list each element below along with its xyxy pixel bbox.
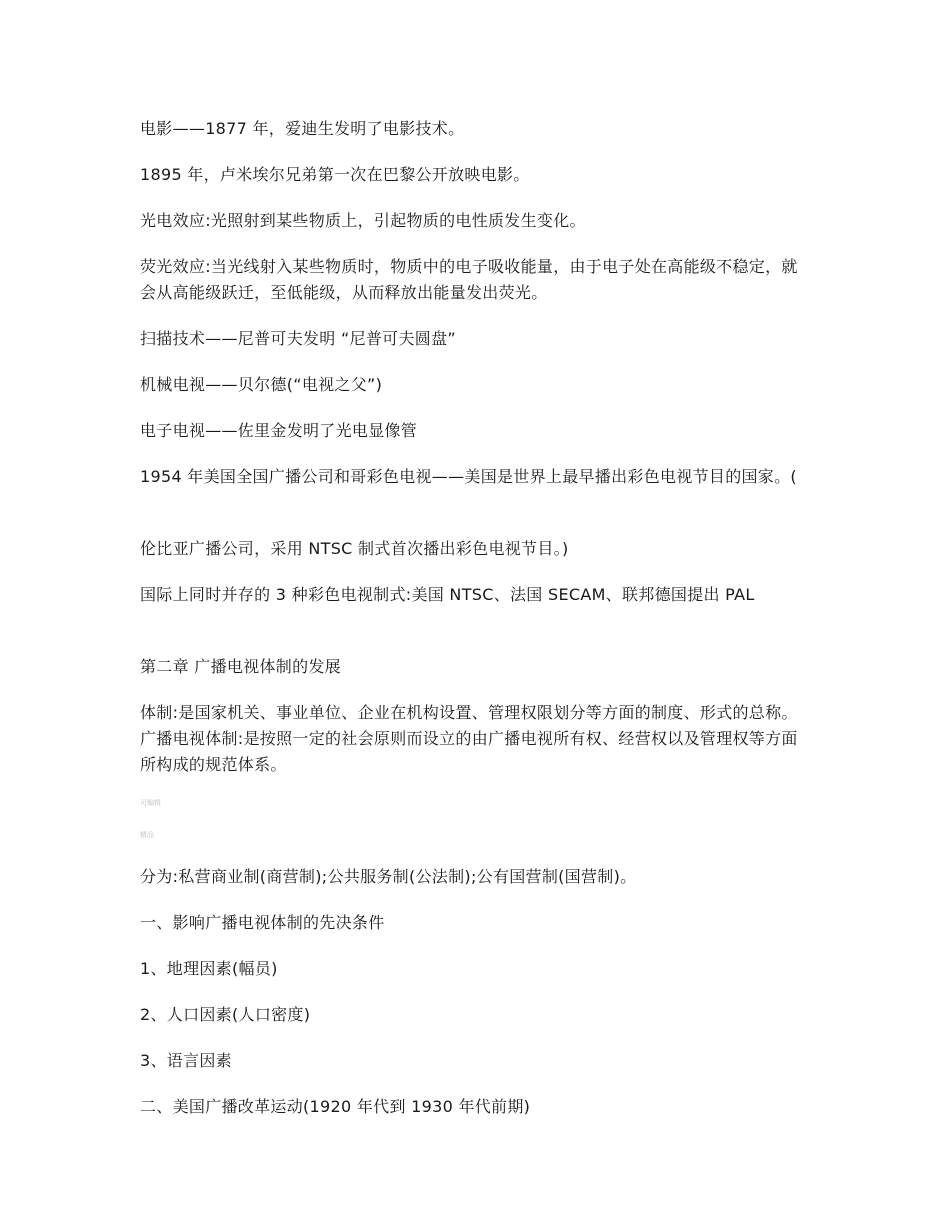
paragraph-fluorescence: 荧光效应:当光线射入某些物质时，物质中的电子吸收能量，由于电子处在高能级不稳定，就会从高能级跃迁，至低能级，从而释放出能量发出荧光。 bbox=[140, 257, 798, 302]
paragraph-color-tv-1954: 1954 年美国全国广播公司和哥彩色电视——美国是世界上最早播出彩色电视节目的国家。( bbox=[140, 467, 797, 486]
paragraph-scanning: 扫描技术——尼普可夫发明 “尼普可夫圆盘” bbox=[140, 329, 456, 348]
paragraph-cbs-ntsc: 伦比亚广播公司，采用 NTSC 制式首次播出彩色电视节目。) bbox=[140, 539, 569, 558]
list-item-geography: 1、地理因素(幅员) bbox=[140, 959, 278, 978]
chapter-heading: 第二章 广播电视体制的发展 bbox=[140, 657, 341, 676]
paragraph-film: 电影——1877 年，爱迪生发明了电影技术。 bbox=[140, 119, 465, 138]
paragraph-lumiere: 1895 年，卢米埃尔兄弟第一次在巴黎公开放映电影。 bbox=[140, 165, 530, 184]
watermark-quality: 精品 bbox=[140, 831, 154, 839]
paragraph-color-systems: 国际上同时并存的 3 种彩色电视制式:美国 NTSC、法国 SECAM、联邦德国提出 PAL bbox=[140, 585, 755, 604]
section-heading-us-reform: 二、美国广播改革运动(1920 年代到 1930 年代前期) bbox=[140, 1097, 531, 1116]
paragraph-mechanical-tv: 机械电视——贝尔德(“电视之父”) bbox=[140, 375, 383, 394]
watermark-editable: 可编辑 bbox=[140, 799, 161, 807]
paragraph-photoelectric: 光电效应:光照射到某些物质上，引起物质的电性质发生变化。 bbox=[140, 211, 586, 230]
list-item-language: 3、语言因素 bbox=[140, 1051, 232, 1070]
paragraph-classification: 分为:私营商业制(商营制);公共服务制(公法制);公有国营制(国营制)。 bbox=[140, 867, 637, 886]
section-heading-prerequisites: 一、影响广播电视体制的先决条件 bbox=[140, 913, 385, 932]
paragraph-system-definition: 体制:是国家机关、事业单位、企业在机构设置、管理权限划分等方面的制度、形式的总称。广播电视体制:是按照一定的社会原则而设立的由广播电视所有权、经营权以及管理权等方面所构成的规范体系。 bbox=[140, 703, 798, 774]
list-item-population: 2、人口因素(人口密度) bbox=[140, 1005, 311, 1024]
paragraph-electronic-tv: 电子电视——佐里金发明了光电显像管 bbox=[140, 421, 418, 440]
